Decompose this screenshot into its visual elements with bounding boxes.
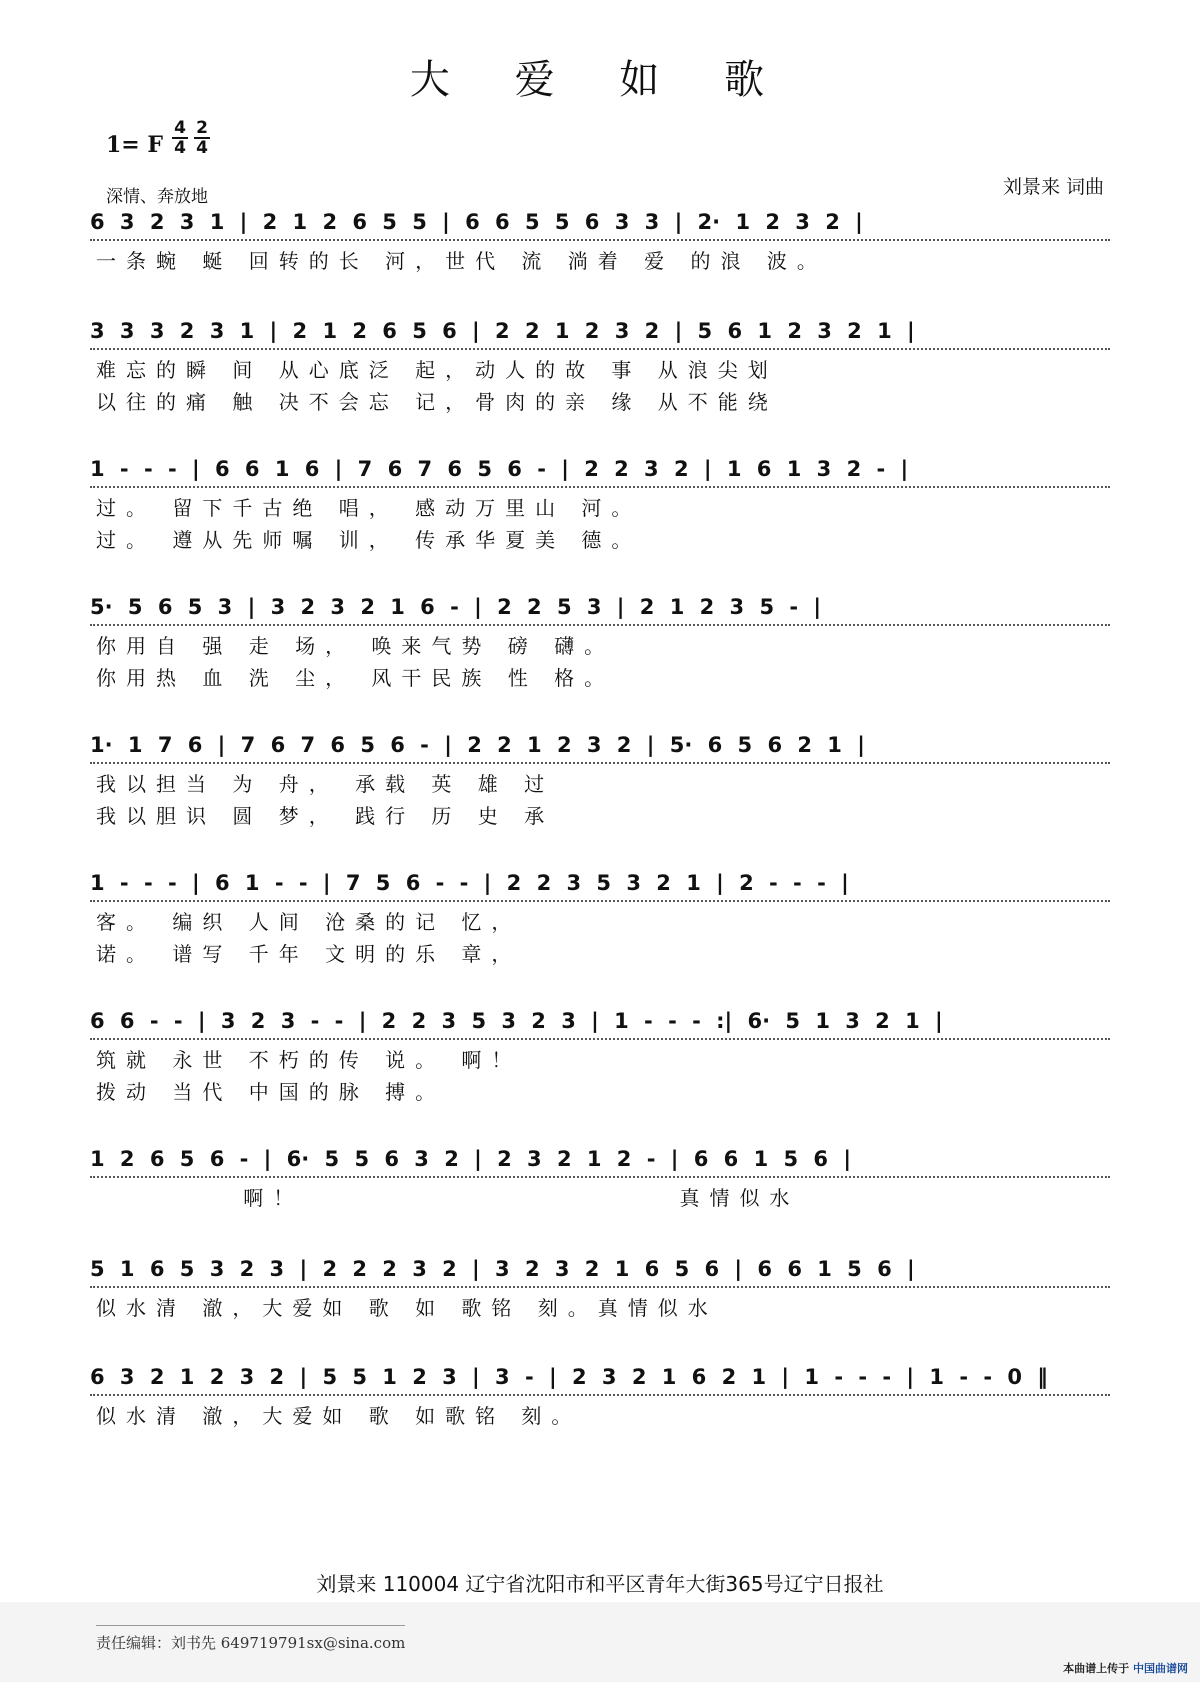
notation-line: 3 3 3 2 3 1 | 2 1 2 6 5 6 | 2 2 1 2 3 2 | 5 6 1 2 3 2 1 | (90, 314, 1110, 350)
lyric-line-verse-1: 筑就 永世 不朽的传 说。 啊！ (96, 1048, 522, 1072)
lyric-line-verse-2: 你用热 血 洗 尘， 风干民族 性 格。 (96, 666, 615, 690)
notation-line: 6 6 - - | 3 2 3 - - | 2 2 3 5 3 2 3 | 1 - - - :| 6· 5 1 3 2 1 | (90, 1004, 1110, 1040)
notation-line: 1 - - - | 6 1 - - | 7 5 6 - - | 2 2 3 5 3 2 1 | 2 - - - | (90, 866, 1110, 902)
lyric-line: 一条蜿 蜒 回转的长 河，世代 流 淌着 爱 的浪 波。 (96, 249, 827, 273)
tempo-marking: 深情、奔放地 (106, 187, 208, 207)
lyric-line: 似水清 澈，大爱如 歌 如歌铭 刻。 (96, 1404, 582, 1428)
time-signature-4-4: 4 4 (170, 120, 190, 156)
lyric-line-verse-1: 难忘的瞬 间 从心底泛 起，动人的故 事 从浪尖划 (96, 358, 778, 382)
notation-line: 6 3 2 3 1 | 2 1 2 6 5 5 | 6 6 5 5 6 3 3 | 2· 1 2 3 2 | (90, 205, 1110, 241)
notation-line: 6 3 2 1 2 3 2 | 5 5 1 2 3 | 3 - | 2 3 2 1 6 2 1 | 1 - - - | 1 - - 0 ‖ (90, 1360, 1110, 1396)
lyric-line-verse-2: 拨动 当代 中国的脉 搏。 (96, 1080, 446, 1104)
lyric-line: 似水清 澈，大爱如 歌 如 歌铭 刻。真情似水 (96, 1296, 718, 1320)
notation-line: 5· 5 6 5 3 | 3 2 3 2 1 6 - | 2 2 5 3 | 2 1 2 3 5 - | (90, 590, 1110, 626)
upload-note (1063, 1660, 1188, 1676)
key-signature: 1= F (106, 132, 164, 158)
notation-line: 1 - - - | 6 6 1 6 | 7 6 7 6 5 6 - | 2 2 3 2 | 1 6 1 3 2 - | (90, 452, 1110, 488)
time-signature-2-4: 2 4 (192, 120, 212, 156)
composer-contact: 刘景来 110004 辽宁省沈阳市和平区青年大街365号辽宁日报社 (316, 1572, 884, 1596)
lyric-line-verse-1: 客。 编织 人间 沧桑的记 忆， (96, 910, 522, 934)
site-brand[interactable]: 中国曲谱网 (1133, 1662, 1188, 1675)
lyric-line: 啊！ 真情似水 (96, 1186, 800, 1210)
lyric-line-verse-1: 过。 留下千古绝 唱， 感动万里山 河。 (96, 496, 642, 520)
lyric-line-verse-2: 以往的痛 触 决不会忘 记，骨肉的亲 缘 从不能绕 (96, 390, 778, 414)
lyric-line-verse-2: 过。 遵从先师嘱 训， 传承华夏美 德。 (96, 528, 642, 552)
lyric-line-verse-1: 我以担当 为 舟， 承载 英 雄 过 (96, 772, 555, 796)
notation-line: 1 2 6 5 6 - | 6· 5 5 6 3 2 | 2 3 2 1 2 - | 6 6 1 5 6 | (90, 1142, 1110, 1178)
lyric-line-verse-1: 你用自 强 走 场， 唤来气势 磅 礴。 (96, 634, 615, 658)
author-credit: 刘景来 词曲 (1002, 176, 1104, 198)
lyric-line-verse-2: 我以胆识 圆 梦， 践行 历 史 承 (96, 804, 555, 828)
upload-label: 本曲谱上传于 (1063, 1662, 1130, 1675)
notation-line: 5 1 6 5 3 2 3 | 2 2 2 3 2 | 3 2 3 2 1 6 5 6 | 6 6 1 5 6 | (90, 1252, 1110, 1288)
song-title: 大 爱 如 歌 (409, 57, 791, 103)
lyric-line-verse-2: 诺。 谱写 千年 文明的乐 章， (96, 942, 522, 966)
editor-credit: 责任编辑：刘书先 649719791sx@sina.com (96, 1625, 405, 1653)
notation-line: 1· 1 7 6 | 7 6 7 6 5 6 - | 2 2 1 2 3 2 | 5· 6 5 6 2 1 | (90, 728, 1110, 764)
